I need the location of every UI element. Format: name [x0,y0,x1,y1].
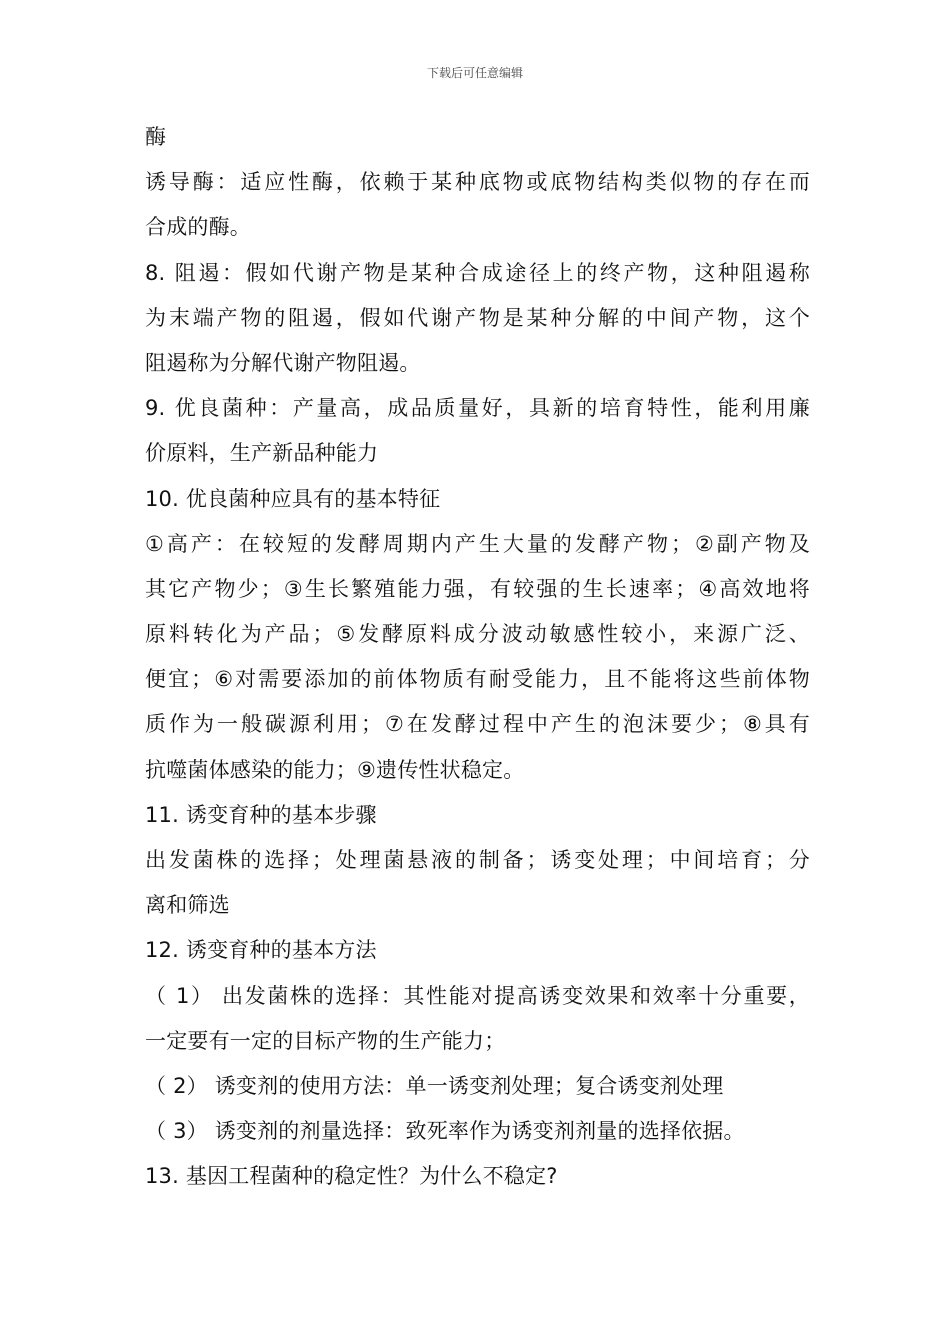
text-line: 一定要有一定的目标产物的生产能力； [145,1028,506,1053]
section-heading: 11. 诱变育种的基本步骤 [145,802,377,827]
text-line: 其它产物少；③生长繁殖能力强，有较强的生长速率；④高效地将 [145,576,810,601]
text-line: 为末端产物的阻遏，假如代谢产物是某种分解的中间产物，这个 [145,305,810,330]
section-heading: 10. 优良菌种应具有的基本特征 [145,486,441,511]
text-line: 诱导酶：适应性酶，依赖于某种底物或底物结构类似物的存在而 [145,170,810,195]
text-line: 价原料，生产新品种能力 [145,441,379,466]
text-line: 抗噬菌体感染的能力；⑨遗传性状稳定。 [145,757,525,782]
text-line: 离和筛选 [145,893,230,918]
text-line: （ 3） 诱变剂的剂量选择：致死率作为诱变剂剂量的选择依据。 [145,1119,745,1144]
section-heading: 13. 基因工程菌种的稳定性？为什么不稳定? [145,1164,558,1189]
section-heading: 12. 诱变育种的基本方法 [145,938,377,963]
text-line: 合成的酶。 [145,215,251,240]
text-line: 质作为一般碳源利用；⑦在发酵过程中产生的泡沫要少；⑧具有 [145,712,810,737]
text-line: 8. 阻遏：假如代谢产物是某种合成途径上的终产物，这种阻遏称 [145,260,810,285]
text-line: 阻遏称为分解代谢产物阻遏。 [145,350,421,375]
text-line: 出发菌株的选择；处理菌悬液的制备；诱变处理；中间培育；分 [145,848,810,872]
text-line: （ 2） 诱变剂的使用方法：单一诱变剂处理；复合诱变剂处理 [145,1073,724,1098]
text-line: 便宜；⑥对需要添加的前体物质有耐受能力，且不能将这些前体物 [145,667,810,692]
text-line: 酶 [145,125,167,149]
text-line: 原料转化为产品；⑤发酵原料成分波动敏感性较小，来源广泛、 [145,622,810,647]
document-body [145,115,810,1200]
text-line: ①高产：在较短的发酵周期内产生大量的发酵产物；②副产物及 [145,531,810,556]
text-line: （ 1） 出发菌株的选择：其性能对提高诱变效果和效率十分重要， [145,983,810,1008]
page-header-note: 下载后可任意编辑 [426,66,523,80]
text-line: 9. 优良菌种：产量高，成品质量好，具新的培育特性，能利用廉 [145,396,810,421]
